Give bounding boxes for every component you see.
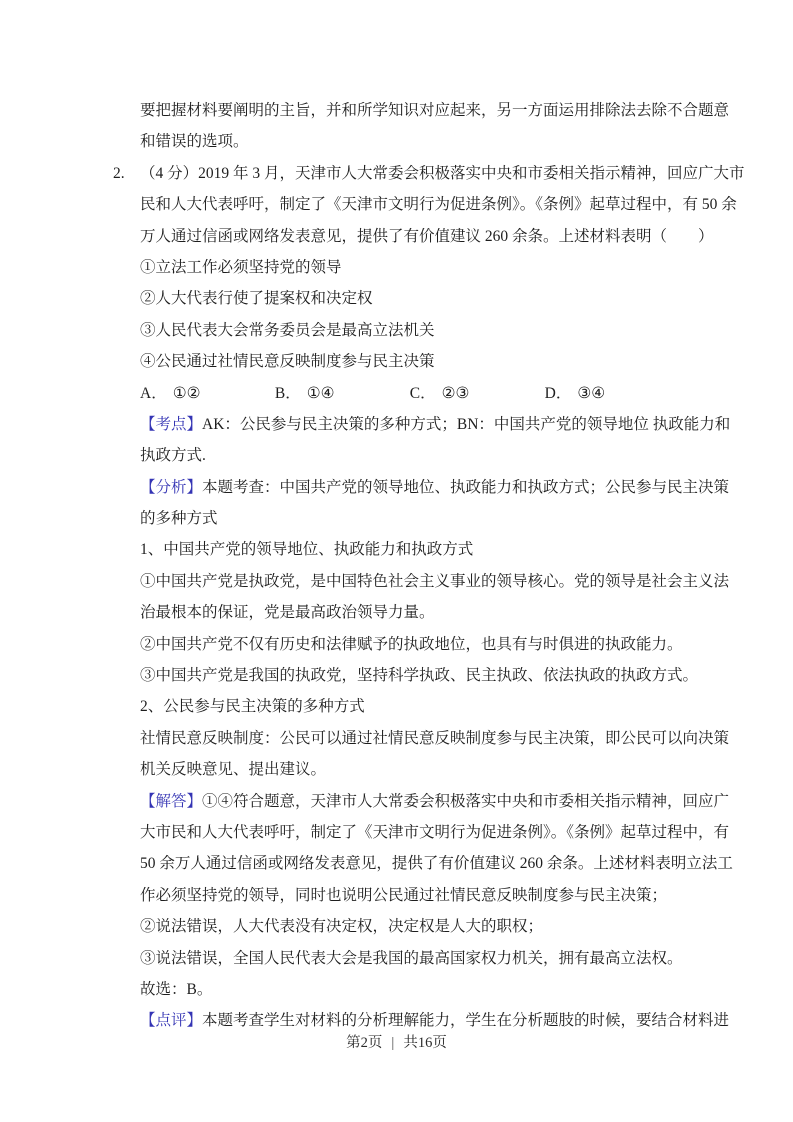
question-number: 2.: [113, 164, 125, 182]
choice-a-value: ①②: [172, 384, 201, 402]
choice-d: [545, 378, 606, 409]
fenxi-marker: 【分析】: [140, 478, 203, 496]
kaodian-section-line: 执政方式.: [140, 447, 206, 465]
jieda-section-line: 大市民和人大代表呼吁，制定了《天津市文明行为促进条例》。《条例》起草过程中，有: [140, 823, 730, 841]
jieda-section-line: 作必须坚持党的领导，同时也说明公民通过社情民意反映制度参与民主决策；: [140, 886, 668, 904]
choice-c: [410, 378, 541, 409]
statement-item: ①立法工作必须坚持党的领导: [140, 258, 342, 276]
dianping-marker: 【点评】: [140, 1012, 203, 1030]
analysis-line: 1、中国共产党的领导地位、执政能力和执政方式: [140, 541, 474, 559]
footer-separator: |: [391, 1035, 395, 1051]
analysis-line: 2、公民参与民主决策的多种方式: [140, 698, 365, 716]
question-stem-text: （4 分）2019 年 3 月，天津市人大常委会积极落实中央和市委相关指示精神，回应广大市: [140, 164, 745, 182]
choice-c-label: C．: [409, 384, 436, 402]
question-stem-line: 民和人大代表呼吁，制定了《天津市文明行为促进条例》。《条例》起草过程中，有 50 余: [140, 196, 737, 214]
fenxi-section-line: [140, 472, 730, 503]
analysis-line: 机关反映意见、提出建议。: [140, 761, 327, 779]
choice-b-label: B．: [274, 384, 301, 402]
analysis-line: ③中国共产党是我国的执政党，坚持科学执政、民主执政、依法执政的执政方式。: [140, 667, 699, 685]
fenxi-section-line: 的多种方式: [140, 510, 218, 528]
kaodian-text: AK：公民参与民主决策的多种方式；BN：中国共产党的领导地位 执政能力和: [202, 415, 731, 433]
question-stem-line: 万人通过信函或网络发表意见，提供了有价值建议 260 余条。上述材料表明（ ）: [140, 227, 714, 245]
choice-b: [275, 378, 406, 409]
analysis-line: 治最根本的保证，党是最高政治领导力量。: [140, 604, 435, 622]
question-stem-line: [113, 158, 745, 189]
kaodian-section-line: [140, 409, 731, 440]
footer-total-pages: 共16页: [403, 1035, 447, 1051]
choice-a: [140, 378, 271, 409]
jieda-section-line: ③说法错误，全国人民代表大会是我国的最高国家权力机关，拥有最高立法权。: [140, 949, 683, 967]
jieda-section-line: [140, 786, 730, 817]
jieda-section-line: 故选：B。: [140, 980, 213, 998]
choice-d-label: D．: [544, 384, 572, 402]
fenxi-text: 本题考查：中国共产党的领导地位、执政能力和执政方式；公民参与民主决策: [202, 478, 730, 496]
jieda-marker: 【解答】: [140, 792, 203, 810]
page-body: [113, 95, 745, 1037]
choice-d-value: ③④: [577, 384, 606, 402]
jieda-text: ①④符合题意，天津市人大常委会积极落实中央和市委相关指示精神，回应广: [202, 792, 730, 810]
jieda-section-line: 50 余万人通过信函或网络发表意见，提供了有价值建议 260 余条。上述材料表明立法工: [140, 855, 733, 873]
prev-answer-tail-line: 和错误的选项。: [140, 133, 249, 151]
choice-c-value: ②③: [441, 384, 470, 402]
page-footer: [0, 1032, 793, 1054]
statement-item: ③人民代表大会常务委员会是最高立法机关: [140, 321, 435, 339]
analysis-line: 社情民意反映制度：公民可以通过社情民意反映制度参与民主决策，即公民可以向决策: [140, 729, 730, 747]
analysis-line: ②中国共产党不仅有历史和法律赋予的执政地位，也具有与时俱进的执政能力。: [140, 635, 683, 653]
dianping-text: 本题考查学生对材料的分析理解能力，学生在分析题肢的时候，要结合材料进: [202, 1012, 730, 1030]
statement-item: ②人大代表行使了提案权和决定权: [140, 290, 373, 308]
answer-choices-row: [140, 378, 668, 409]
prev-answer-tail-line: 要把握材料要阐明的主旨，并和所学知识对应起来，另一方面运用排除法去除不合题意: [140, 102, 730, 119]
statement-item: ④公民通过社情民意反映制度参与民主决策: [140, 353, 435, 371]
choice-a-label: A．: [140, 384, 167, 402]
choice-b-value: ①④: [306, 384, 335, 402]
footer-page-number: 第2页: [346, 1035, 383, 1051]
analysis-line: ①中国共产党是执政党，是中国特色社会主义事业的领导核心。党的领导是社会主义法: [140, 572, 730, 590]
jieda-section-line: ②说法错误，人大代表没有决定权，决定权是人大的职权；: [140, 918, 544, 936]
kaodian-marker: 【考点】: [140, 415, 203, 433]
